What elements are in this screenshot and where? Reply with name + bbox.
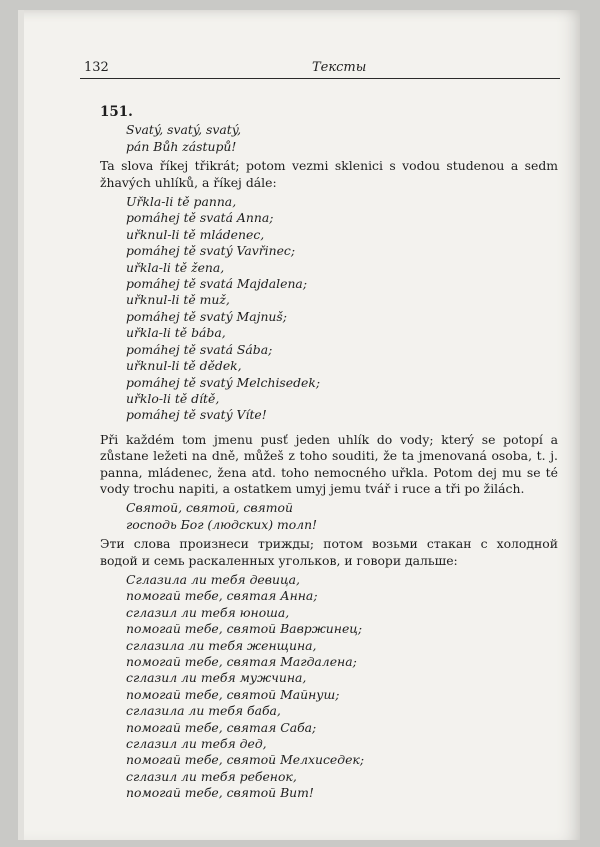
running-title: Тексты <box>312 60 367 75</box>
entry-number: 151. <box>100 104 133 120</box>
verse-line: pomáhej tě svatá Majdalena; <box>126 276 307 292</box>
verse-line: помогай тебе, святой Вит! <box>126 785 314 801</box>
verse-line: pomáhej tě svatý Melchisedek; <box>126 374 321 390</box>
verse-line: pomáhej tě svatá Sába; <box>126 341 273 357</box>
text-block <box>100 104 558 802</box>
verse-line: uřknul-li tě dědek, <box>126 358 242 374</box>
page-binding-edge <box>18 10 24 840</box>
verse-line: помогай тебе, святая Саба; <box>126 719 317 735</box>
page-header <box>80 54 560 79</box>
verse-line: помогай тебе, святой Мелхиседек; <box>126 752 364 768</box>
verse-line: господь Бог (людских) толп! <box>126 516 318 532</box>
verse-line: сглазила ли тебя баба, <box>126 703 281 719</box>
verse-line: Uřkla-li tě panna, <box>126 194 237 210</box>
verse-line: pomáhej tě svatý Vavřinec; <box>126 243 296 259</box>
verse-line: сглазил ли тебя ребенок, <box>126 768 297 784</box>
ru-intro-verse <box>100 500 558 533</box>
verse-line: uřknul-li tě muž, <box>126 292 230 308</box>
verse-line: сглазил ли тебя мужчина, <box>126 670 307 686</box>
cz-charm <box>100 194 558 424</box>
verse-line: сглазил ли тебя юноша, <box>126 604 290 620</box>
verse-line: pomáhej tě svatý Víte! <box>126 407 267 423</box>
page-number: 132 <box>84 60 109 75</box>
book-page <box>18 10 580 840</box>
cz-intro-verse <box>100 122 558 155</box>
verse-line: uřkla-li tě žena, <box>126 259 225 275</box>
verse-line: сглазила ли тебя женщина, <box>126 637 317 653</box>
verse-line: сглазил ли тебя дед, <box>126 736 267 752</box>
verse-line: помогай тебе, святой Вавржинец; <box>126 621 363 637</box>
verse-line: uřknul-li tě mládenec, <box>126 226 265 242</box>
ru-instruction: Эти слова произнеси трижды; потом возьми стакан с холодной водой и семь раскаленных угольков, и говори дальше: <box>100 536 558 568</box>
verse-line: помогай тебе, святая Магдалена; <box>126 654 357 669</box>
verse-line: Сглазила ли тебя девица, <box>126 571 300 587</box>
verse-line: pán Bůh zástupů! <box>126 138 237 154</box>
verse-line: Святой, святой, святой <box>126 500 293 516</box>
verse-line: Svatý, svatý, svatý, <box>126 122 242 138</box>
cz-explanation: Při každém tom jmenu pusť jeden uhlík do vody; který se potopí a zůstane ležeti na dně, můžeš z toho souditi, že ta jmenovaná osoba, t. j. panna, mládenec, žena atd. toho nemocného uřkla. Potom dej mu se té vody trochu napiti, a ostatkem umyj jemu tvář i ruce a tři po žilách. <box>100 431 558 496</box>
verse-line: помогай тебе, святой Майнуш; <box>126 686 340 702</box>
verse-line: pomáhej tě svatý Majnuš; <box>126 308 287 324</box>
verse-line: uřkla-li tě bába, <box>126 325 226 341</box>
cz-instruction: Ta slova říkej třikrát; potom vezmi sklenici s vodou studenou a sedm žhavých uhlíků, a říkej dále: <box>100 158 558 190</box>
verse-line: pomáhej tě svatá Anna; <box>126 210 274 226</box>
verse-line: uřklo-li tě dítě, <box>126 390 220 406</box>
ru-charm <box>100 572 558 802</box>
verse-line: помогай тебе, святая Анна; <box>126 588 318 604</box>
